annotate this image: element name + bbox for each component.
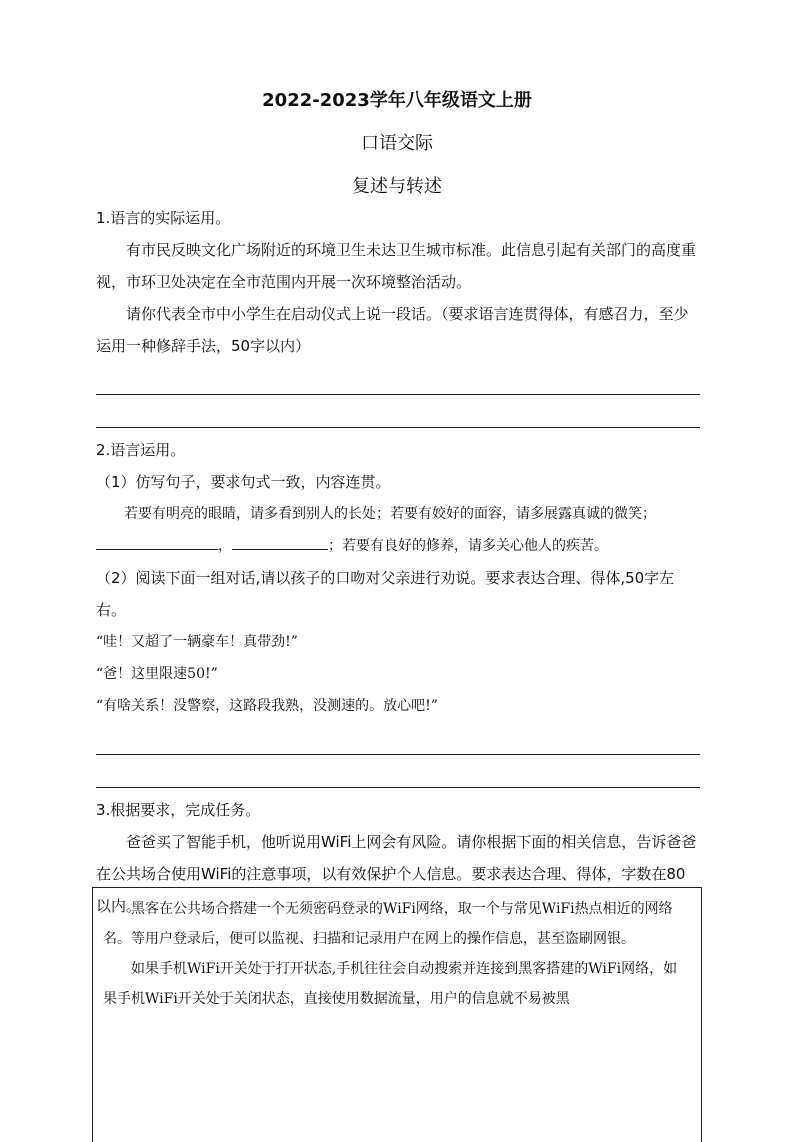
sentence-separator: ， [218, 538, 232, 554]
answer-line[interactable] [96, 362, 700, 395]
question-2-sub-2: （2）阅读下面一组对话,请以孩子的口吻对父亲进行劝说。要求表达合理、得体,50字左右。 [96, 569, 675, 619]
question-1-paragraph-2: 请你代表全市中小学生在启动仪式上说一段话。（要求语言连贯得体，有感召力，至少运用一种修辞手法，50字以内） [96, 305, 689, 355]
fill-blank[interactable] [96, 531, 218, 550]
page-subtitle: 口语交际 [361, 133, 433, 154]
question-2-sub-1: （1）仿写句子，要求句式一致，内容连贯。 [96, 473, 391, 491]
question-1-paragraph-1: 有市民反映文化广场附近的环境卫生未达卫生城市标准。此信息引起有关部门的高度重视，市环卫处决定在全市范围内开展一次环境整治活动。 [96, 241, 697, 291]
dialog-line: “哇！又超了一辆豪车！真带劲!” [96, 634, 298, 650]
sentence-part-1: 若要有明亮的眼睛，请多看到别人的长处；若要有姣好的面容，请多展露真诚的微笑； [124, 506, 656, 522]
imitation-sentence [96, 498, 700, 562]
dialog-line: “有啥关系！没警察，这路段我熟，没测速的。放心吧!” [96, 698, 438, 714]
answer-line[interactable] [96, 395, 700, 428]
answer-line[interactable] [96, 755, 700, 788]
sentence-part-2: ；若要有良好的修养，请多关心他人的疾苦。 [328, 538, 608, 554]
info-box [92, 887, 702, 1142]
question-1-heading: 1.语言的实际运用。 [96, 209, 231, 227]
question-2-heading: 2.语言运用。 [96, 441, 186, 459]
page-title: 2022-2023学年八年级语文上册 [262, 90, 532, 111]
dialog-line: “爸！这里限速50!” [96, 666, 218, 682]
fill-blank[interactable] [232, 531, 328, 550]
question-3-heading: 3.根据要求，完成任务。 [96, 801, 261, 819]
answer-line[interactable] [96, 722, 700, 755]
question-3-paragraph: 爸爸买了智能手机，他听说用WiFi上网会有风险。请你根据下面的相关信息，告诉爸爸在公共场合使用WiFi的注意事项，以有效保护个人信息。要求表达合理、得体，字数在80以内。 [96, 833, 697, 915]
info-box-paragraph-2: 如果手机WiFi开关处于打开状态,手机往往会自动搜索并连接到黑客搭建的WiFi网络，如果手机WiFi开关处于关闭状态，直接使用数据流量，用户的信息就不易被黑 [103, 961, 678, 1007]
section-subtitle: 复述与转述 [352, 176, 442, 197]
question-content [96, 202, 700, 922]
info-box-paragraph-1: 黑客在公共场合搭建一个无须密码登录的WiFi网络，取一个与常见WiFi热点相近的网络名。等用户登录后，便可以监视、扫描和记录用户在网上的操作信息，甚至盗刷网银。 [103, 901, 673, 947]
